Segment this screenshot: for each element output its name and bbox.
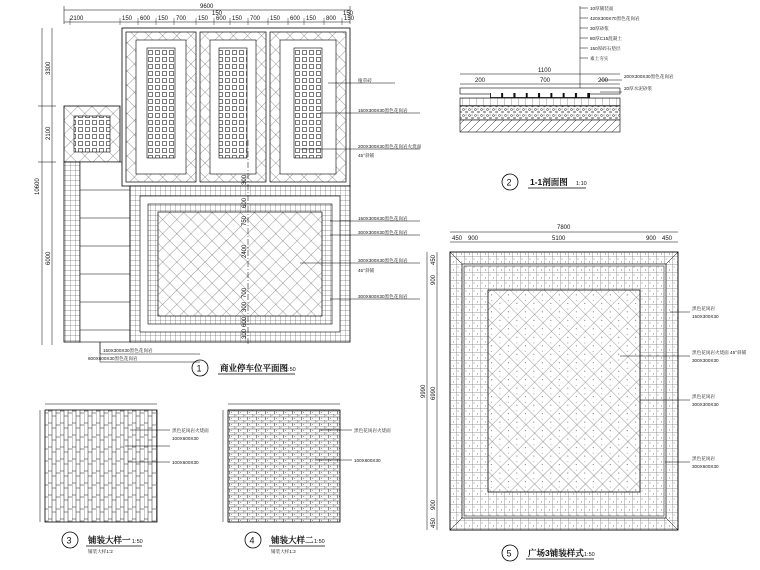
plan5-note-3: 300X300X30: [692, 358, 719, 363]
detail4-number: 4: [249, 535, 255, 546]
plan1-center-dim-3: 2400: [242, 244, 248, 258]
plan1-dim-top-3: 150: [158, 16, 169, 22]
plan1-note-0: 植草砖: [358, 78, 372, 83]
detail4-note-1: 黑色花岗岩火烧面: [354, 428, 391, 433]
plan5-number: 5: [506, 548, 512, 559]
plan5-dim-left-4: 450: [431, 517, 437, 528]
plan5-dim-left-3: 900: [431, 499, 437, 510]
section-2: [460, 5, 674, 190]
plan1-dim-total: 9600: [200, 4, 214, 10]
plan5-dim-total: 7800: [557, 225, 571, 231]
detail3-number: 3: [66, 535, 72, 546]
section2-dim-3: 200: [598, 78, 609, 84]
plan1-center-dim-4: 700: [242, 287, 248, 298]
detail3-subtitle: 铺装大样1:2: [88, 549, 113, 554]
plan1-dim-top-11: 150: [306, 16, 317, 22]
plan1-dim-left-2: 2100: [46, 126, 52, 140]
plan1-top-dims: [70, 16, 355, 25]
plan1-dim-top-4: 700: [176, 16, 187, 22]
plan5-dim-top-3: 900: [646, 236, 657, 242]
detail3-note-1: 黑色花岗岩火烧面: [172, 428, 209, 433]
plan1-dim-top-12: 800: [326, 16, 337, 22]
plan5-note-5: 300X300X30: [692, 402, 719, 407]
plan1-dim-top-6: 600: [216, 16, 227, 22]
plan1-center-dim-1: 600: [242, 197, 248, 208]
plan5-note-4: 黑色花岗岩: [692, 394, 715, 399]
detail4-subtitle: 铺装大样1:2: [271, 549, 296, 554]
plan1-dim-end: 150: [343, 11, 354, 17]
plan5-dim-left-1: 900: [431, 274, 437, 285]
detail4-note-2: 100X600X30: [354, 458, 381, 463]
detail-4: [223, 404, 391, 555]
plan1-dim-top-13: 150: [344, 16, 355, 22]
plan1-note-8: 300X600X30黑色花岗岩: [358, 294, 408, 299]
plan1-dim-top-7: 150: [232, 16, 243, 22]
plan1-note-4: 150X300X30黑色花岗岩: [358, 216, 408, 221]
section2-note-right-0: 200X300X30黑色花岗岩: [624, 74, 674, 79]
section2-dim-2: 700: [540, 78, 551, 84]
section2-layer-3: 80厚C15混凝土: [590, 36, 622, 41]
plan5-note-6: 黑色花岗岩: [692, 456, 715, 461]
plan5-top-dims: [452, 236, 673, 242]
plan1-dim-top-0: 2100: [70, 16, 84, 22]
plan5-dim-top-0: 450: [452, 236, 463, 242]
plan1-note-1: 150X300X30黑色花岗岩: [358, 108, 408, 113]
plan5-dim-top-4: 450: [662, 236, 673, 242]
plan5-dim-left-0: 450: [431, 254, 437, 265]
plan1-dim-top-9: 150: [270, 16, 281, 22]
section2-layer-4: 150厚碎石垫层: [590, 46, 621, 51]
detail3-title: 铺装大样一: [88, 535, 131, 545]
detail3-scale: 1:50: [132, 539, 143, 545]
plan1-center-dim-2: 750: [242, 215, 248, 226]
section2-title: 1-1剖面图: [530, 177, 568, 187]
section2-layer-5: 素土夯实: [590, 56, 609, 61]
detail3-note-2: 100X600X30: [172, 436, 199, 441]
detail4-title: 铺装大样二: [271, 535, 314, 545]
plan1-dim-top-5: 150: [198, 16, 209, 22]
grass-paver-strip: [294, 48, 322, 158]
plan1-note-bottom-1: 150X300X30黑色花岗岩: [103, 348, 153, 353]
plan1-note-5: 300X300X30黑色花岗岩: [358, 230, 408, 235]
plan1-note-7: 45°斜铺: [358, 268, 375, 273]
plan-5-square: [421, 225, 747, 561]
plan5-title: 广场3铺装样式: [528, 548, 584, 558]
detail-3: [40, 404, 209, 555]
plan1-dim-left-3: 6000: [46, 251, 52, 265]
section2-layer-2: 30厚砂浆: [590, 26, 609, 31]
plan5-scale: 1:50: [584, 552, 595, 558]
plan1-note-bottom-2: 600X600X30黑色花岗岩: [88, 356, 138, 361]
plan1-title: 商业停车位平面图: [220, 363, 289, 373]
plan1-dim-left-total: 10600: [35, 178, 41, 195]
plan1-center-dim-7: 300: [242, 328, 248, 339]
plan1-center-dim-6: 600: [242, 316, 248, 327]
plan5-note-1: 150X300X30: [692, 314, 719, 319]
plan-1-parking-layout: [35, 4, 422, 376]
plan1-dim-top-2: 600: [140, 16, 151, 22]
plan1-note-6: 300X300X30黑色花岗岩: [358, 258, 408, 263]
plan5-dim-left-2: 6990: [431, 386, 437, 400]
section2-dim-total: 1100: [538, 68, 551, 74]
plan5-note-0: 黑色花岗岩: [692, 306, 715, 311]
plan1-dim-top-8: 700: [250, 16, 261, 22]
section2-dim-1: 200: [475, 78, 486, 84]
plan5-left-dims: [431, 254, 437, 528]
plan1-dim-top-10: 600: [290, 16, 301, 22]
plan5-note-2: 黑色花岗岩火烧面 45°斜铺: [692, 350, 747, 355]
section2-number: 2: [506, 177, 512, 188]
plan5-dim-top-1: 900: [468, 236, 479, 242]
section2-scale: 1:10: [576, 181, 587, 187]
plan1-dim-top-1: 150: [122, 16, 133, 22]
plan1-dim-left-1: 3300: [46, 61, 52, 75]
detail3-note-3: 100X600X30: [172, 460, 199, 465]
detail4-scale: 1:50: [314, 539, 325, 545]
plan1-note-2: 200X300X30黑色花岗岩火烧面: [358, 144, 422, 149]
plan1-center-dim-0: 300: [242, 174, 248, 185]
plan5-dim-top-2: 5100: [552, 236, 566, 242]
plan1-scale: 1:50: [285, 367, 296, 373]
plan1-number: 1: [196, 363, 202, 374]
grass-paver-strip: [219, 48, 247, 158]
section2-note-right-1: 20厚水泥砂浆: [624, 86, 653, 91]
plan5-note-7: 300X600X30: [692, 464, 719, 469]
plan1-note-3: 45°斜铺: [358, 153, 375, 158]
plan5-dim-left-total: 9990: [421, 384, 427, 398]
grass-paver-strip: [147, 48, 175, 158]
plan1-center-dim-5: 300: [242, 301, 248, 312]
section2-layer-1: 420X300X70黑色花岗岩: [590, 16, 640, 21]
plan1-dim-mid: 150: [212, 11, 223, 17]
section2-layer-0: 10厚铺装面: [590, 6, 614, 11]
